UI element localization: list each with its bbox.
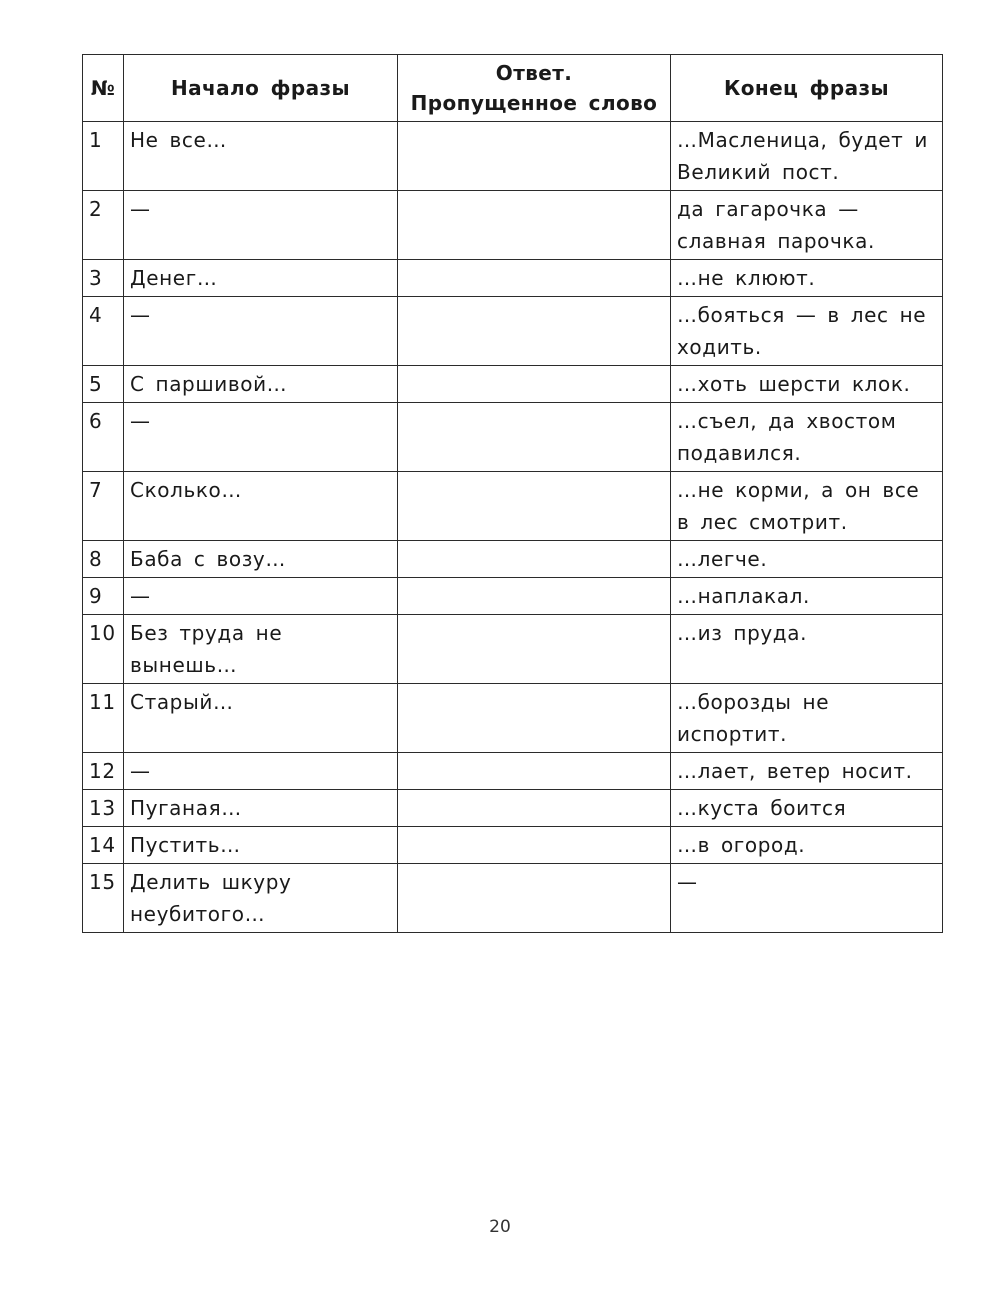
header-answer (398, 55, 671, 122)
table-row (83, 122, 943, 191)
table-row (83, 684, 943, 753)
header-end: Конец фразы (671, 55, 943, 122)
row-number: 14 (83, 827, 124, 864)
phrase-end: …не корми, а он все в лес смотрит. (671, 472, 943, 541)
answer-cell[interactable] (398, 753, 671, 790)
row-number: 7 (83, 472, 124, 541)
row-number: 3 (83, 260, 124, 297)
row-number: 9 (83, 578, 124, 615)
answer-cell[interactable] (398, 827, 671, 864)
phrase-end: …бояться — в лес не ходить. (671, 297, 943, 366)
phrase-start: Без труда не вынешь… (124, 615, 398, 684)
table-row (83, 578, 943, 615)
row-number: 2 (83, 191, 124, 260)
phrase-end: …съел, да хвостом подавился. (671, 403, 943, 472)
answer-cell[interactable] (398, 191, 671, 260)
phrase-start: Пустить… (124, 827, 398, 864)
answer-cell[interactable] (398, 472, 671, 541)
answer-cell[interactable] (398, 541, 671, 578)
phrase-start: — (124, 191, 398, 260)
phrase-start: — (124, 403, 398, 472)
table-row (83, 403, 943, 472)
phrase-start: Старый… (124, 684, 398, 753)
table-row (83, 191, 943, 260)
header-answer-line2: Пропущенное слово (410, 91, 658, 115)
phrase-end: …борозды не испортит. (671, 684, 943, 753)
phrase-end: …наплакал. (671, 578, 943, 615)
table-row (83, 297, 943, 366)
table-header (83, 55, 943, 122)
proverbs-table-container (82, 54, 942, 933)
phrase-end: …хоть шерсти клок. (671, 366, 943, 403)
answer-cell[interactable] (398, 122, 671, 191)
phrase-end: да гагарочка — славная парочка. (671, 191, 943, 260)
answer-cell[interactable] (398, 260, 671, 297)
header-answer-line1: Ответ. (495, 61, 573, 85)
answer-cell[interactable] (398, 297, 671, 366)
row-number: 13 (83, 790, 124, 827)
table-row (83, 790, 943, 827)
phrase-start: Денег… (124, 260, 398, 297)
table-row (83, 472, 943, 541)
phrase-end: …в огород. (671, 827, 943, 864)
row-number: 10 (83, 615, 124, 684)
phrase-start: Сколько… (124, 472, 398, 541)
phrase-end: …Масленица, будет и Великий пост. (671, 122, 943, 191)
phrase-start: Пуганая… (124, 790, 398, 827)
header-row (83, 55, 943, 122)
answer-cell[interactable] (398, 615, 671, 684)
answer-cell[interactable] (398, 578, 671, 615)
table-row (83, 366, 943, 403)
phrase-end: …лает, ветер носит. (671, 753, 943, 790)
page-number: 20 (489, 1217, 511, 1237)
row-number: 6 (83, 403, 124, 472)
phrase-end: …легче. (671, 541, 943, 578)
phrase-start: Не все… (124, 122, 398, 191)
row-number: 11 (83, 684, 124, 753)
phrase-start: Баба с возу… (124, 541, 398, 578)
table-row (83, 260, 943, 297)
row-number: 1 (83, 122, 124, 191)
row-number: 12 (83, 753, 124, 790)
table-row (83, 827, 943, 864)
table-row (83, 753, 943, 790)
table-row (83, 615, 943, 684)
answer-cell[interactable] (398, 790, 671, 827)
row-number: 5 (83, 366, 124, 403)
phrase-end: …куста боится (671, 790, 943, 827)
table-row (83, 541, 943, 578)
phrase-start: Делить шкуру неубитого… (124, 864, 398, 933)
row-number: 8 (83, 541, 124, 578)
phrase-end: — (671, 864, 943, 933)
answer-cell[interactable] (398, 864, 671, 933)
phrase-end: …не клюют. (671, 260, 943, 297)
answer-cell[interactable] (398, 684, 671, 753)
phrase-start: — (124, 753, 398, 790)
phrase-start: — (124, 578, 398, 615)
proverbs-table (82, 54, 943, 933)
table-row (83, 864, 943, 933)
header-start: Начало фразы (124, 55, 398, 122)
answer-cell[interactable] (398, 403, 671, 472)
row-number: 15 (83, 864, 124, 933)
phrase-end: …из пруда. (671, 615, 943, 684)
answer-cell[interactable] (398, 366, 671, 403)
table-body (83, 122, 943, 933)
phrase-start: С паршивой… (124, 366, 398, 403)
header-num: № (83, 55, 124, 122)
phrase-start: — (124, 297, 398, 366)
row-number: 4 (83, 297, 124, 366)
